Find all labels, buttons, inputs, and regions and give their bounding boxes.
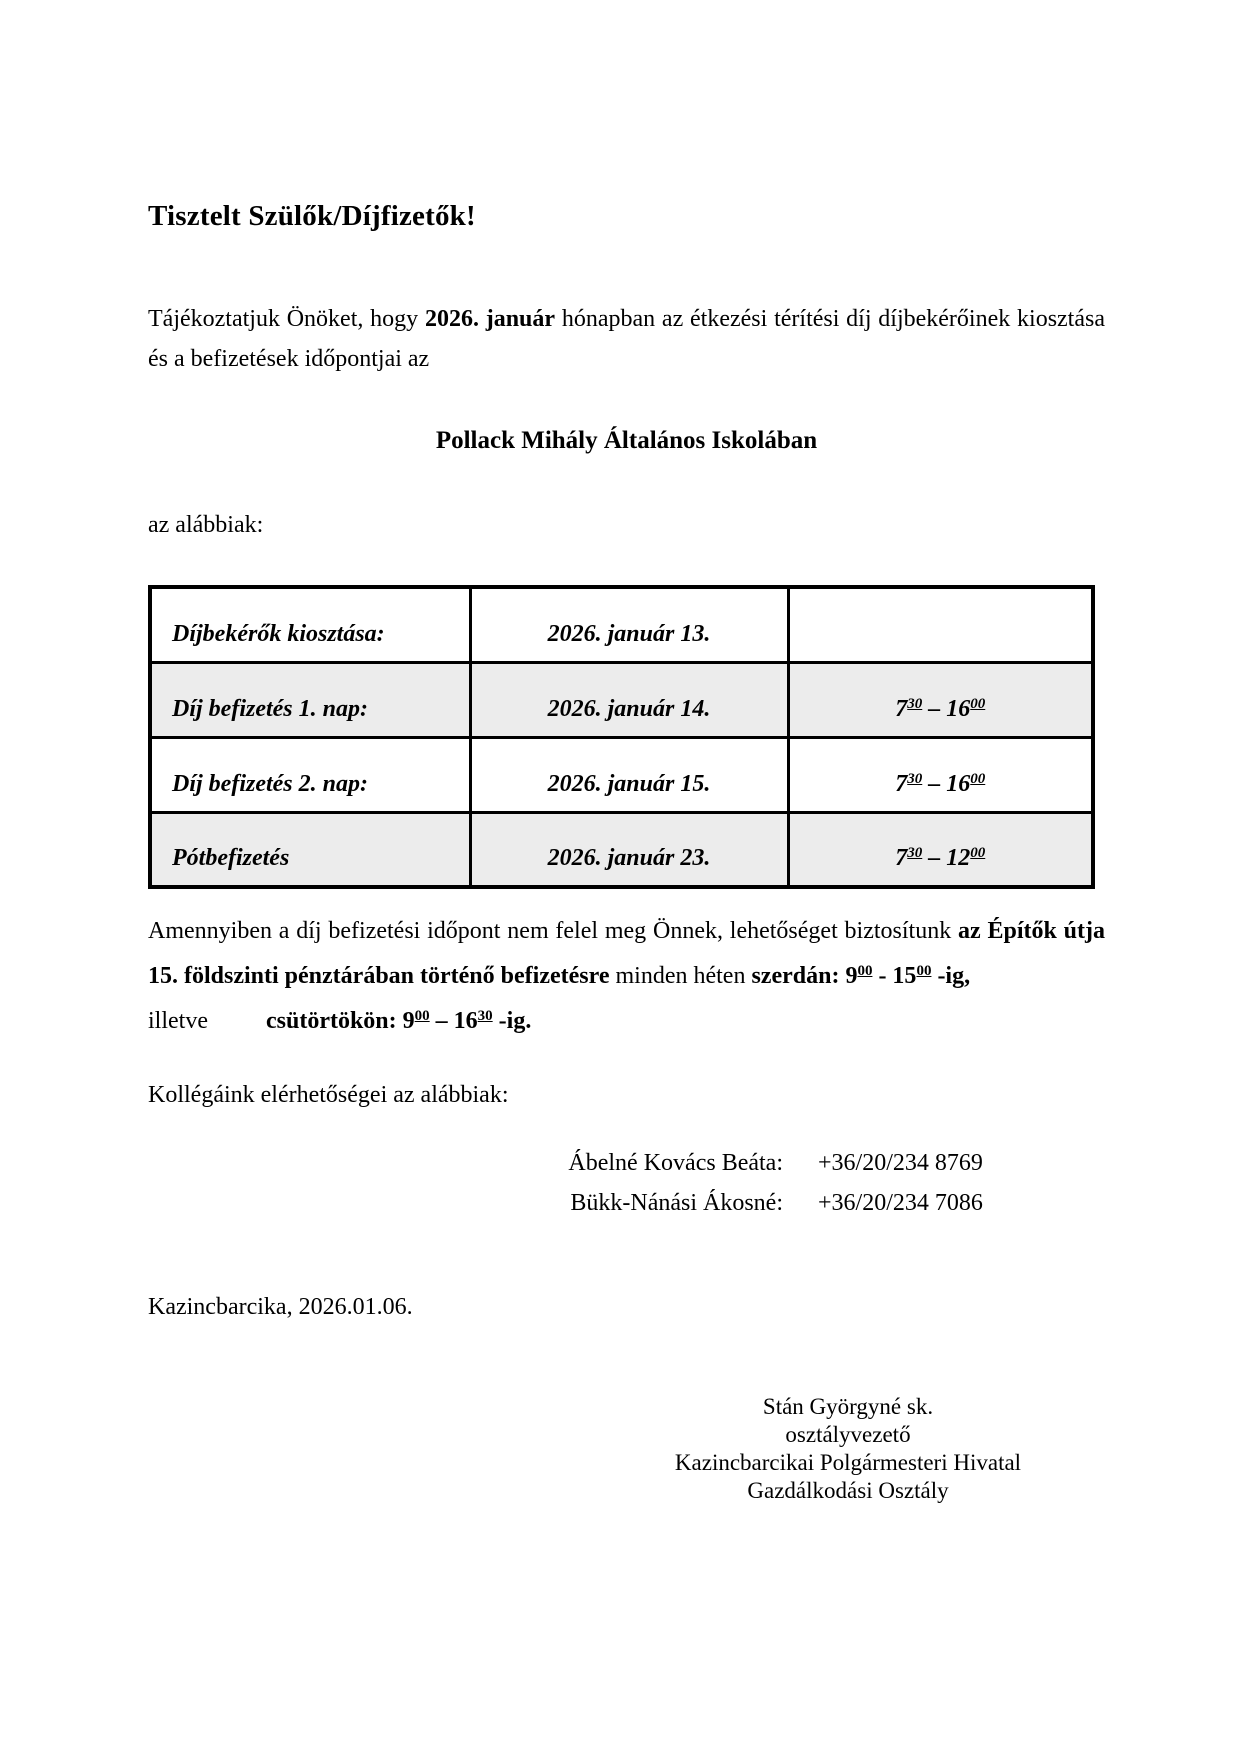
- page-title: Tisztelt Szülők/Díjfizetők!: [148, 200, 476, 232]
- intro-month-bold: 2026. január: [424, 306, 556, 332]
- payment-schedule-table: [148, 585, 1095, 889]
- time-cell: [788, 587, 1093, 662]
- time-cell: $7^{30} - 16^{00}$: [788, 737, 1093, 812]
- intro-text-after: hónapban az étkezési térítési díj díjbekérőinek kiosztása és a befizetések időpontjai az: [148, 306, 1105, 372]
- illetve-text: illetve: [148, 1008, 208, 1034]
- contact-phone: +36/20/234 8769: [818, 1150, 983, 1176]
- table-row: [150, 812, 1093, 887]
- signatory-department: Gazdálkodási Osztály: [747, 1478, 949, 1503]
- table-row: [150, 737, 1093, 812]
- thursday-hours-bold: csütörtökön: $9^{00} - 16^{30}$ -ig.: [265, 1008, 532, 1034]
- intro-paragraph: [148, 299, 1105, 379]
- fee-label-cell: Díj befizetés 2. nap:: [150, 737, 470, 812]
- contacts-list: [148, 1143, 1105, 1223]
- thursday-hours-line: [148, 996, 1105, 1041]
- place-and-date-line: Kazincbarcika, 2026.01.06.: [148, 1294, 413, 1320]
- date-cell: 2026. január 23.: [470, 812, 788, 887]
- lead-in-line: az alábbiak:: [148, 512, 264, 538]
- payment-address-bold: az Építők útja 15. földszinti pénztárában történő befizetésre: [148, 918, 1105, 989]
- date-cell: 2026. január 13.: [470, 587, 788, 662]
- signatory-office: Kazincbarcikai Polgármesteri Hivatal: [674, 1450, 1022, 1475]
- alternative-payment-paragraph: [148, 911, 1105, 996]
- signatory-name: Stán Györgyné sk.: [762, 1394, 934, 1419]
- signature-block: [648, 1393, 1048, 1505]
- time-cell: $7^{30} - 12^{00}$: [788, 812, 1093, 887]
- contact-phone: +36/20/234 7086: [818, 1190, 983, 1216]
- fee-label-cell: Pótbefizetés: [150, 812, 470, 887]
- fee-label-cell: Díj befizetés 1. nap:: [150, 662, 470, 737]
- intro-text-before: Tájékoztatjuk Önöket, hogy: [148, 306, 425, 332]
- signatory-role: osztályvezető: [785, 1422, 911, 1447]
- table-row: [150, 587, 1093, 662]
- date-cell: 2026. január 15.: [470, 737, 788, 812]
- contact-name: Ábelné Kovács Beáta:: [568, 1150, 783, 1176]
- contact-name: Bükk-Nánási Ákosné:: [570, 1190, 783, 1216]
- date-cell: 2026. január 14.: [470, 662, 788, 737]
- payment-text-normal: minden héten: [609, 963, 752, 989]
- table-row: [150, 662, 1093, 737]
- wednesday-hours-bold: szerdán: $9^{00} - 15^{00}$ -ig,: [751, 963, 971, 989]
- fee-label-cell: Díjbekérők kiosztása:: [150, 587, 470, 662]
- time-cell: $7^{30} - 16^{00}$: [788, 662, 1093, 737]
- payment-text-normal: Amennyiben a díj befizetési időpont nem felel meg Önnek, lehetőséget biztosítunk: [148, 918, 959, 944]
- school-name: Pollack Mihály Általános Iskolában: [435, 427, 818, 454]
- contacts-heading: Kollégáink elérhetőségei az alábbiak:: [148, 1082, 509, 1108]
